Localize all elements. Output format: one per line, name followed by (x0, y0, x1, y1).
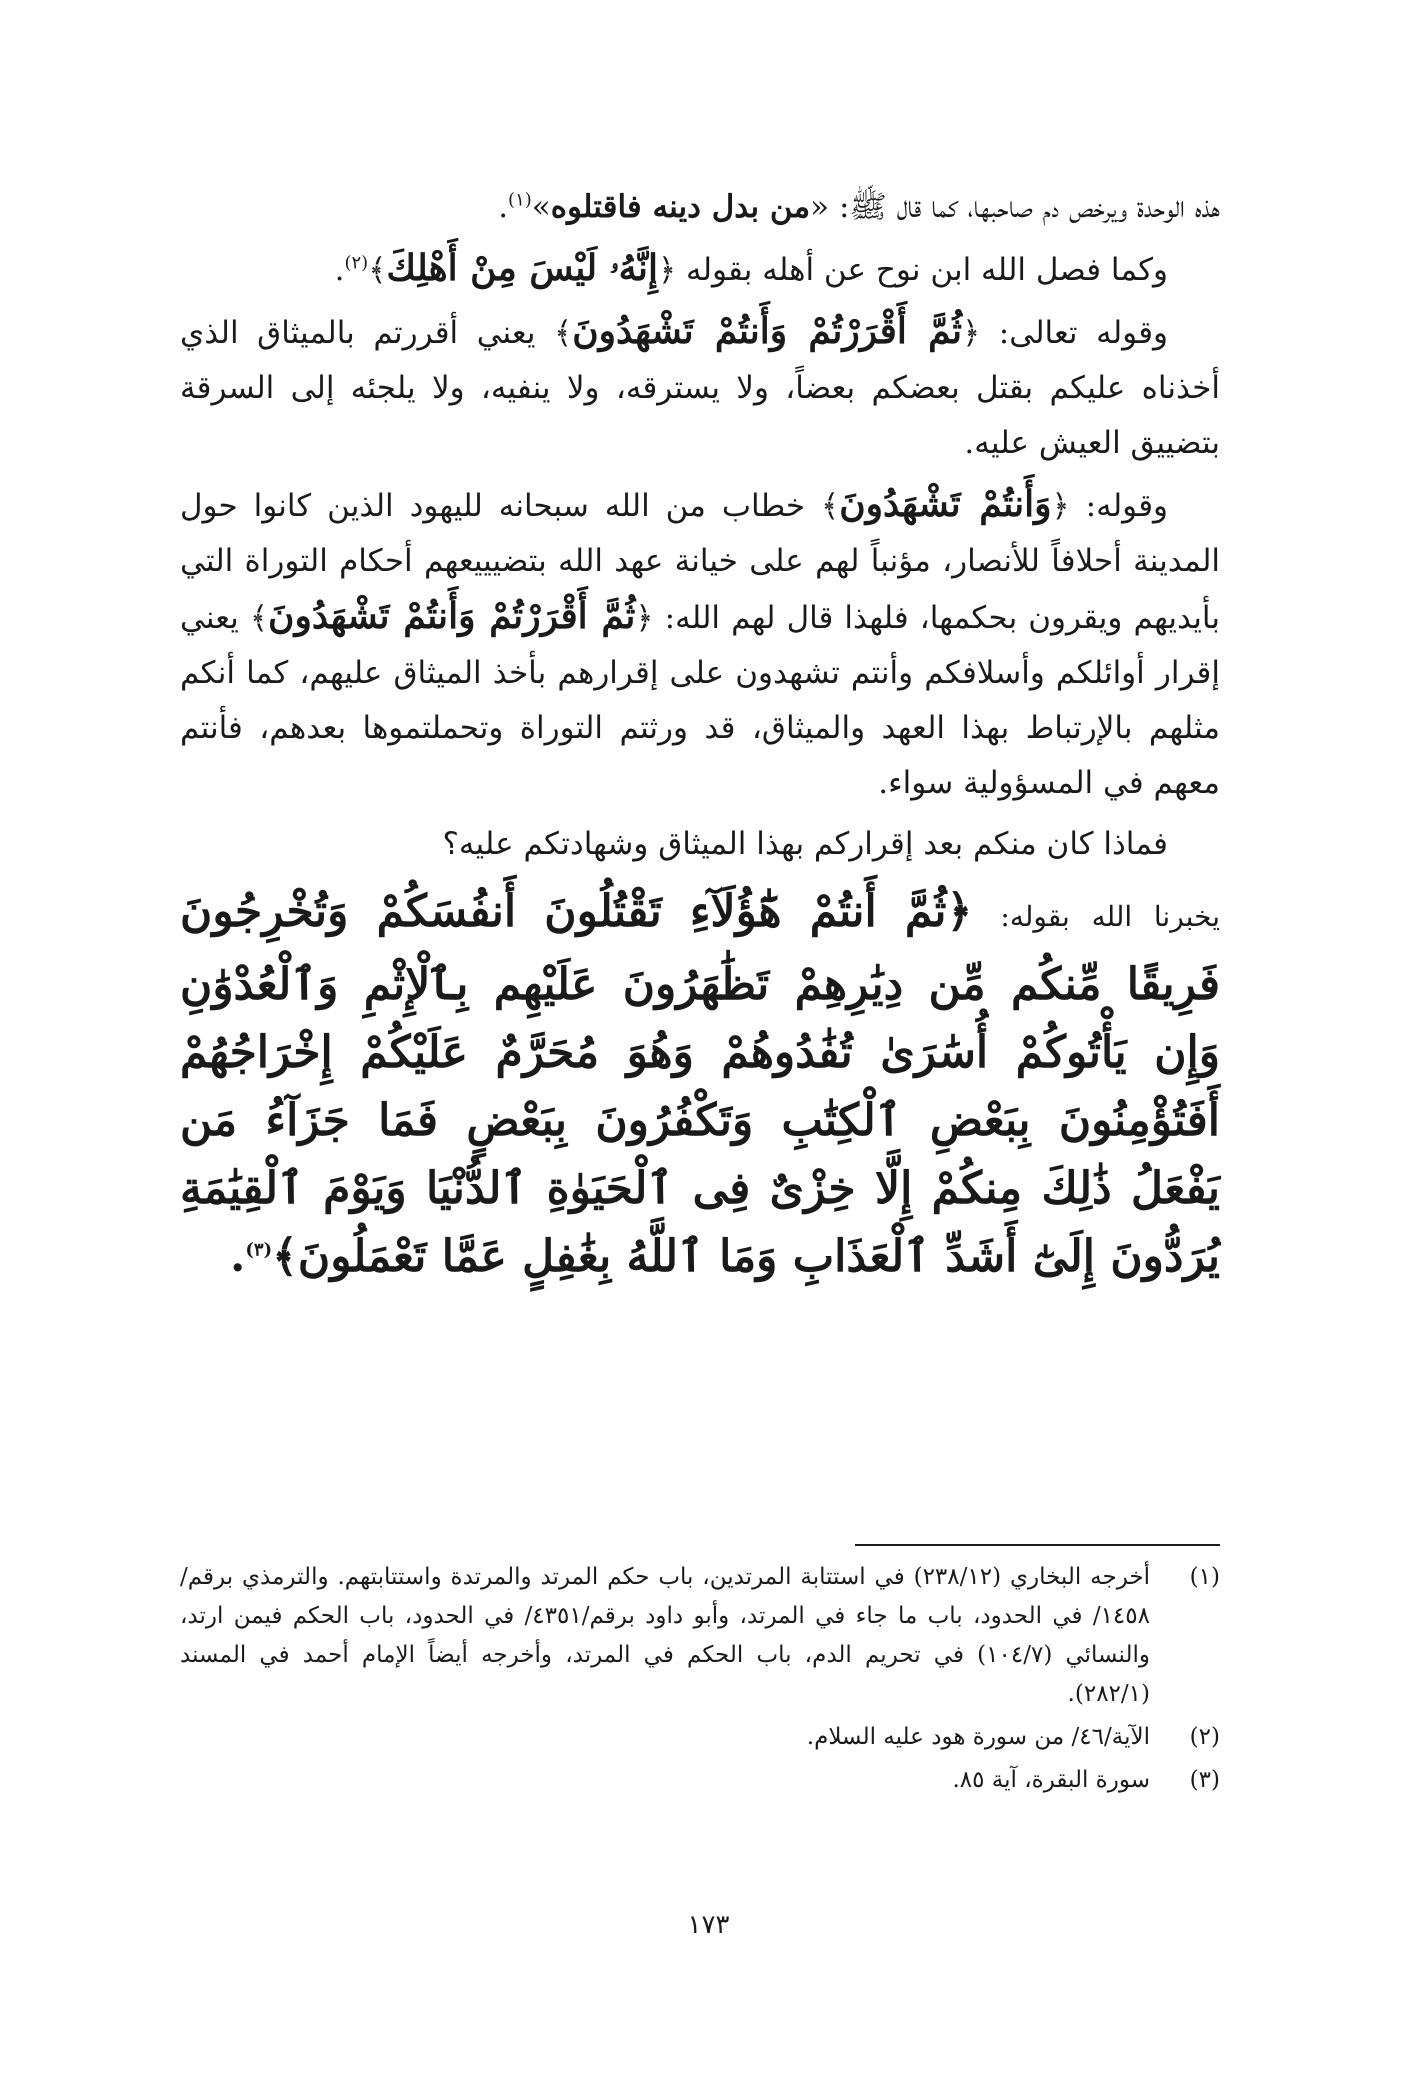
page-number: ١٧٣ (687, 1910, 730, 1940)
p5-text: فماذا كان منكم بعد إقراركم بهذا الميثاق وشهادتكم عليه؟ (442, 826, 1168, 862)
footnote-ref-1[interactable]: (١) (508, 189, 532, 211)
quran-verse-tashhadun: وَأَنتُمْ تَشْهَدُونَ (839, 483, 1052, 525)
p4-mid: ﴾ خطاب من الله سبحانه لليهود الذين كانوا حول المدينة أحلافاً للأنصار، مؤنباً لهم على خيانة عهد الله بتضيييعهم أحكام التوراة التي بأيديهم ويقرون بحكمها، فلهذا قال لهم الله: ﴿ (180, 488, 1220, 636)
paragraph-6 (180, 878, 1220, 1291)
p2-end: . (334, 252, 345, 288)
p4-lead: وقوله: ﴿ (1051, 488, 1168, 524)
p3-lead: وقوله تعالى: ﴿ (962, 315, 1168, 351)
paragraph-3 (180, 304, 1220, 471)
footnote-ref-2[interactable]: (٢) (344, 252, 369, 274)
quran-verse-aqrartum-2: ثُمَّ أَقْرَرْتُمْ وَأَنتُمْ تَشْهَدُونَ (268, 595, 636, 637)
quran-verse-aqrartum: ثُمَّ أَقْرَرْتُمْ وَأَنتُمْ تَشْهَدُونَ (572, 310, 963, 352)
footnote-number: (٢) (1189, 1724, 1220, 1750)
footnote-number: (١) (1189, 1564, 1220, 1590)
main-text (180, 180, 1220, 1291)
footnote-separator (855, 1544, 1220, 1546)
p1-text: هذه الوحدة ويرخص دم صاحبها، كما قال ﷺ: « (810, 189, 1220, 225)
paragraph-4 (180, 477, 1220, 811)
p1-end: . (498, 189, 509, 225)
paragraph-5 (180, 817, 1220, 872)
p6-end: . (230, 1231, 246, 1282)
footnote-text: الآية/٤٦/ من سورة هود عليه السلام. (806, 1724, 1150, 1750)
footnote-number: (٣) (1189, 1767, 1220, 1793)
p2-text: وكما فصل الله ابن نوح عن أهله بقوله ﴿ (657, 252, 1168, 288)
footnote-1 (180, 1558, 1220, 1714)
footnote-3 (180, 1761, 1220, 1800)
p4-rest: ﴾ يعني إقرار أوائلكم وأسلافكم وأنتم تشهدون على إقرارهم بأخذ الميثاق عليهم، كما أنكم مثلهم بالإرتباط بهذا العهد والميثاق، قد ورثتم التوراة وتحملتموها بعدهم، فأنتم معهم في المسؤولية سواء. (180, 600, 1220, 801)
p6-lead: يخبرنا الله بقوله: (1000, 900, 1220, 933)
footnote-text: أخرجه البخاري (٢٣٨/١٢) في استتابة المرتدين، باب حكم المرتد والمرتدة واستتابتهم. والترمذي برقم/١٤٥٨/ في الحدود، باب ما جاء في المرتد، وأبو داود برقم/٤٣٥١/ في الحدود، باب الحكم فيمن ارتد، والنسائي (١٠٤/٧) في تحريم الدم، باب الحكم في المرتد، وأخرجه أيضاً الإمام أحمد في المسند (٢٨٢/١). (180, 1564, 1151, 1707)
p1-close: » (531, 189, 551, 225)
p2-close: ﴾ (368, 252, 387, 288)
footnote-2 (180, 1718, 1220, 1757)
paragraph-1 (180, 180, 1220, 235)
footnote-text: سورة البقرة، آية ٨٥. (952, 1767, 1150, 1793)
footnotes (180, 1558, 1220, 1804)
quran-verse-hud: إِنَّهُۥ لَيْسَ مِنْ أَهْلِكَ (386, 247, 658, 289)
quran-verse-baqarah-85: ﴿ثُمَّ أَنتُمْ هَٰٓؤُلَآءِ تَقْتُلُونَ أَنفُسَكُمْ وَتُخْرِجُونَ فَرِيقًا مِّنكُم مِّن دِيَٰرِهِمْ تَظَٰهَرُونَ عَلَيْهِم بِٱلْإِثْمِ وَٱلْعُدْوَٰنِ وَإِن يَأْتُوكُمْ أُسَٰرَىٰ تُفَٰدُوهُمْ وَهُوَ مُحَرَّمٌ عَلَيْكُمْ إِخْرَاجُهُمْ أَفَتُؤْمِنُونَ بِبَعْضِ ٱلْكِتَٰبِ وَتَكْفُرُونَ بِبَعْضٍ فَمَا جَزَآءُ مَن يَفْعَلُ ذَٰلِكَ مِنكُمْ إِلَّا خِزْىٌ فِى ٱلْحَيَوٰةِ ٱلدُّنْيَا وَيَوْمَ ٱلْقِيَٰمَةِ يُرَدُّونَ إِلَىٰٓ أَشَدِّ ٱلْعَذَابِ وَمَا ٱللَّهُ بِغَٰفِلٍ عَمَّا تَعْمَلُونَ﴾ (180, 886, 1220, 1282)
hadith-quote: من بدل دينه فاقتلوه (550, 189, 811, 225)
footnote-ref-3[interactable]: (٣) (245, 1239, 273, 1261)
p3-rest: ﴾ يعني أقررتم بالميثاق الذي أخذناه عليكم بقتل بعضكم بعضاً، ولا يسترقه، ولا ينفيه، ولا يلجئه إلى السرقة بتضييق العيش عليه. (180, 315, 1220, 461)
paragraph-2 (180, 241, 1220, 298)
